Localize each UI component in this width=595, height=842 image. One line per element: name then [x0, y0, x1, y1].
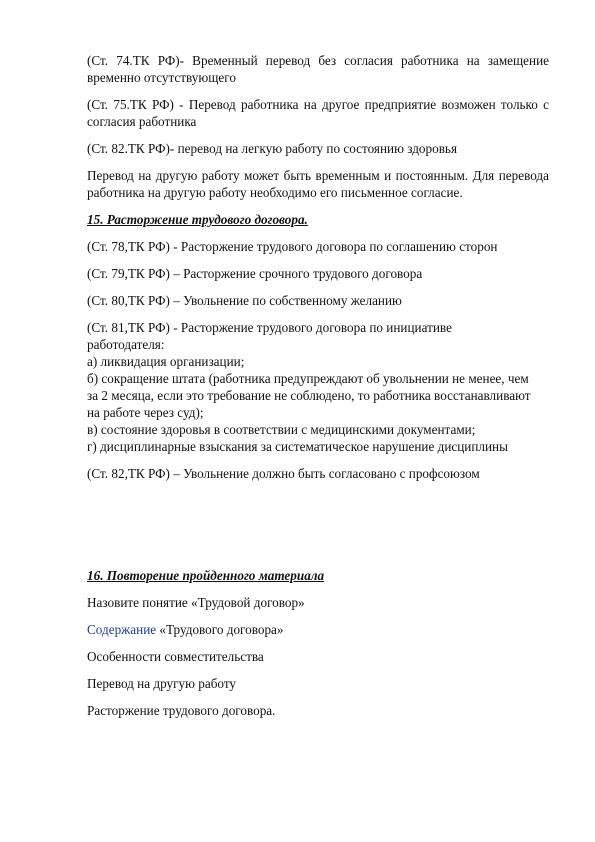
art81-line: б) сокращение штата (работника предупреждают об увольнении не менее, чем	[87, 371, 529, 386]
review-question-3: Особенности совместительства	[87, 649, 264, 664]
review-question-4: Перевод на другую работу	[87, 676, 237, 691]
paragraph-art80: (Ст. 80,ТК РФ) – Увольнение по собственному желанию	[87, 293, 402, 308]
review-question-2	[87, 621, 549, 638]
art81-line: работодателя:	[87, 337, 165, 352]
review-question-2-rest: «Трудового договора»	[156, 622, 284, 637]
review-question-5: Расторжение трудового договора.	[87, 703, 276, 718]
paragraph-art79: (Ст. 79,ТК РФ) – Расторжение срочного трудового договора	[87, 266, 423, 281]
art81-line: (Ст. 81,ТК РФ) - Расторжение трудового договора по инициативе	[87, 320, 452, 335]
art81-line: на работе через суд);	[87, 405, 204, 420]
paragraph-art74: (Ст. 74.ТК РФ)- Временный перевод без согласия работника на замещение временно отсутствующего	[87, 53, 549, 85]
paragraph-art82-transfer: (Ст. 82.ТК РФ)- перевод на легкую работу по состоянию здоровья	[87, 141, 458, 156]
document-page	[87, 52, 549, 719]
paragraph-art75: (Ст. 75.ТК РФ) - Перевод работника на другое предприятие возможен только с согласия работника	[87, 97, 549, 129]
paragraph-art81	[87, 319, 549, 455]
section-16-heading: 16. Повторение пройденного материала	[87, 568, 325, 583]
section-15-heading: 15. Расторжение трудового договора.	[87, 212, 308, 227]
paragraph-art82-union: (Ст. 82,ТК РФ) – Увольнение должно быть согласовано с профсоюзом	[87, 466, 480, 481]
art81-line: г) дисциплинарные взыскания за систематическое нарушение дисциплины	[87, 439, 508, 454]
art81-line: в) состояние здоровья в соответствии с медицинскими документами;	[87, 422, 476, 437]
art81-line: а) ликвидация организации;	[87, 354, 245, 369]
paragraph-art78: (Ст. 78,ТК РФ) - Расторжение трудового договора по соглашению сторон	[87, 239, 498, 254]
review-question-1: Назовите понятие «Трудовой договор»	[87, 595, 305, 610]
paragraph-transfer-note: Перевод на другую работу может быть временным и постоянным. Для перевода работника на другую работу необходимо его письменное согласие.	[87, 168, 549, 200]
content-link[interactable]: Содержание	[87, 622, 157, 637]
art81-line: за 2 месяца, если это требование не соблюдено, то работника восстанавливают	[87, 388, 531, 403]
